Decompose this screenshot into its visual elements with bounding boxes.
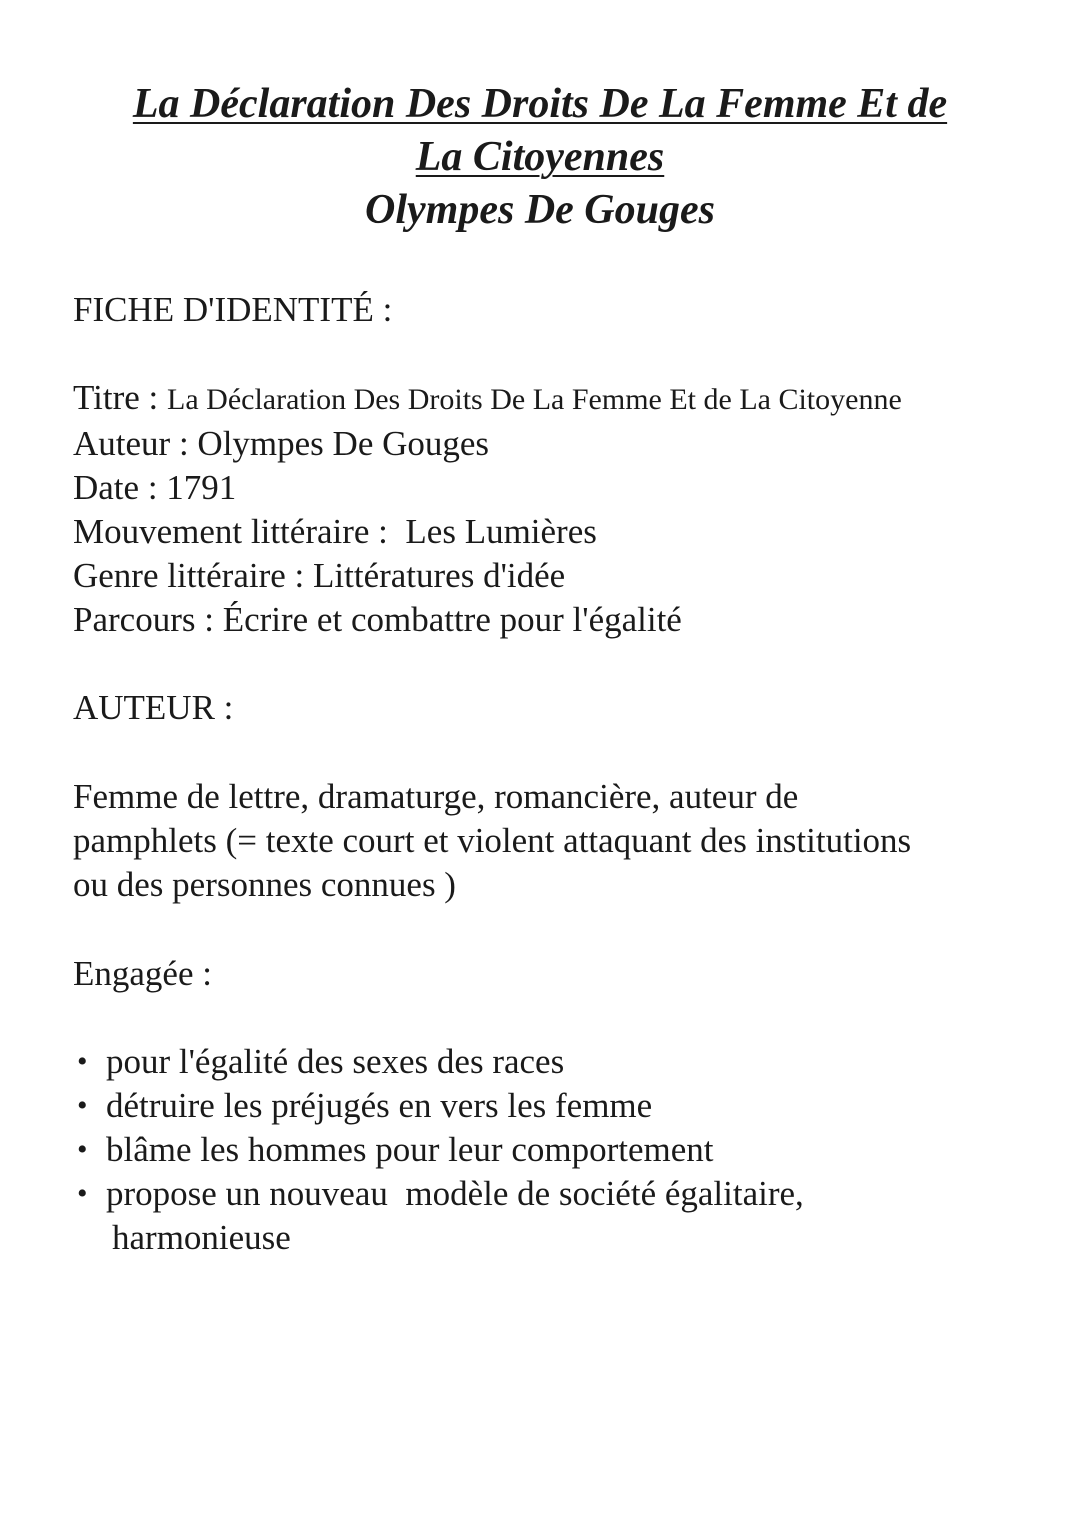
- bullet-icon: •: [77, 1177, 88, 1210]
- list-item: [73, 1128, 804, 1172]
- fiche-label: Titre :: [73, 378, 168, 417]
- auteur-paragraph: [73, 775, 911, 907]
- paragraph-line: ou des personnes connues ): [73, 865, 456, 904]
- fiche-label: Mouvement littéraire :: [73, 512, 406, 551]
- fiche-label: Date :: [73, 468, 167, 507]
- fiche-value: Littératures d'idée: [313, 556, 566, 595]
- fiche-label: Parcours :: [73, 600, 223, 639]
- fiche-item-titre: [73, 376, 902, 422]
- paragraph-line: pamphlets (= texte court et violent attaquant des institutions: [73, 821, 912, 860]
- fiche-identite-list: [73, 376, 902, 642]
- fiche-item-genre: [73, 554, 902, 598]
- title-line-2: La Citoyennes: [415, 134, 665, 180]
- fiche-label: Auteur :: [73, 424, 198, 463]
- engagee-heading: Engagée :: [73, 954, 212, 993]
- fiche-item-auteur: [73, 422, 902, 466]
- bullet-icon: •: [77, 1045, 88, 1078]
- fiche-heading: FICHE D'IDENTITÉ :: [73, 290, 393, 329]
- title-line-1: La Déclaration Des Droits De La Femme Et de: [132, 81, 948, 127]
- list-item: [73, 1172, 804, 1260]
- title-author: Olympes De Gouges: [365, 187, 715, 233]
- list-item: [73, 1040, 804, 1084]
- fiche-item-mouvement: [73, 510, 902, 554]
- list-item-text: détruire les préjugés en vers les femme: [106, 1086, 653, 1125]
- paragraph-line: Femme de lettre, dramaturge, romancière, auteur de: [73, 777, 799, 816]
- list-item-text: blâme les hommes pour leur comportement: [106, 1130, 714, 1169]
- fiche-value: Écrire et combattre pour l'égalité: [222, 600, 682, 639]
- fiche-value: 1791: [166, 468, 237, 507]
- bullet-icon: •: [77, 1133, 88, 1166]
- list-item-continuation: harmonieuse: [112, 1218, 291, 1257]
- fiche-item-date: [73, 466, 902, 510]
- list-item-text: propose un nouveau modèle de société égalitaire,: [106, 1174, 804, 1213]
- fiche-value: Les Lumières: [405, 512, 597, 551]
- document-title: [40, 78, 1040, 237]
- fiche-label: Genre littéraire :: [73, 556, 314, 595]
- list-item-text: pour l'égalité des sexes des races: [106, 1042, 565, 1081]
- bullet-icon: •: [77, 1089, 88, 1122]
- fiche-value: La Déclaration Des Droits De La Femme Et de La Citoyenne: [167, 383, 902, 416]
- fiche-value: Olympes De Gouges: [197, 424, 490, 463]
- engagee-bullet-list: [73, 1040, 804, 1260]
- list-item: [73, 1084, 804, 1128]
- auteur-heading: AUTEUR :: [73, 688, 234, 727]
- fiche-item-parcours: [73, 598, 902, 642]
